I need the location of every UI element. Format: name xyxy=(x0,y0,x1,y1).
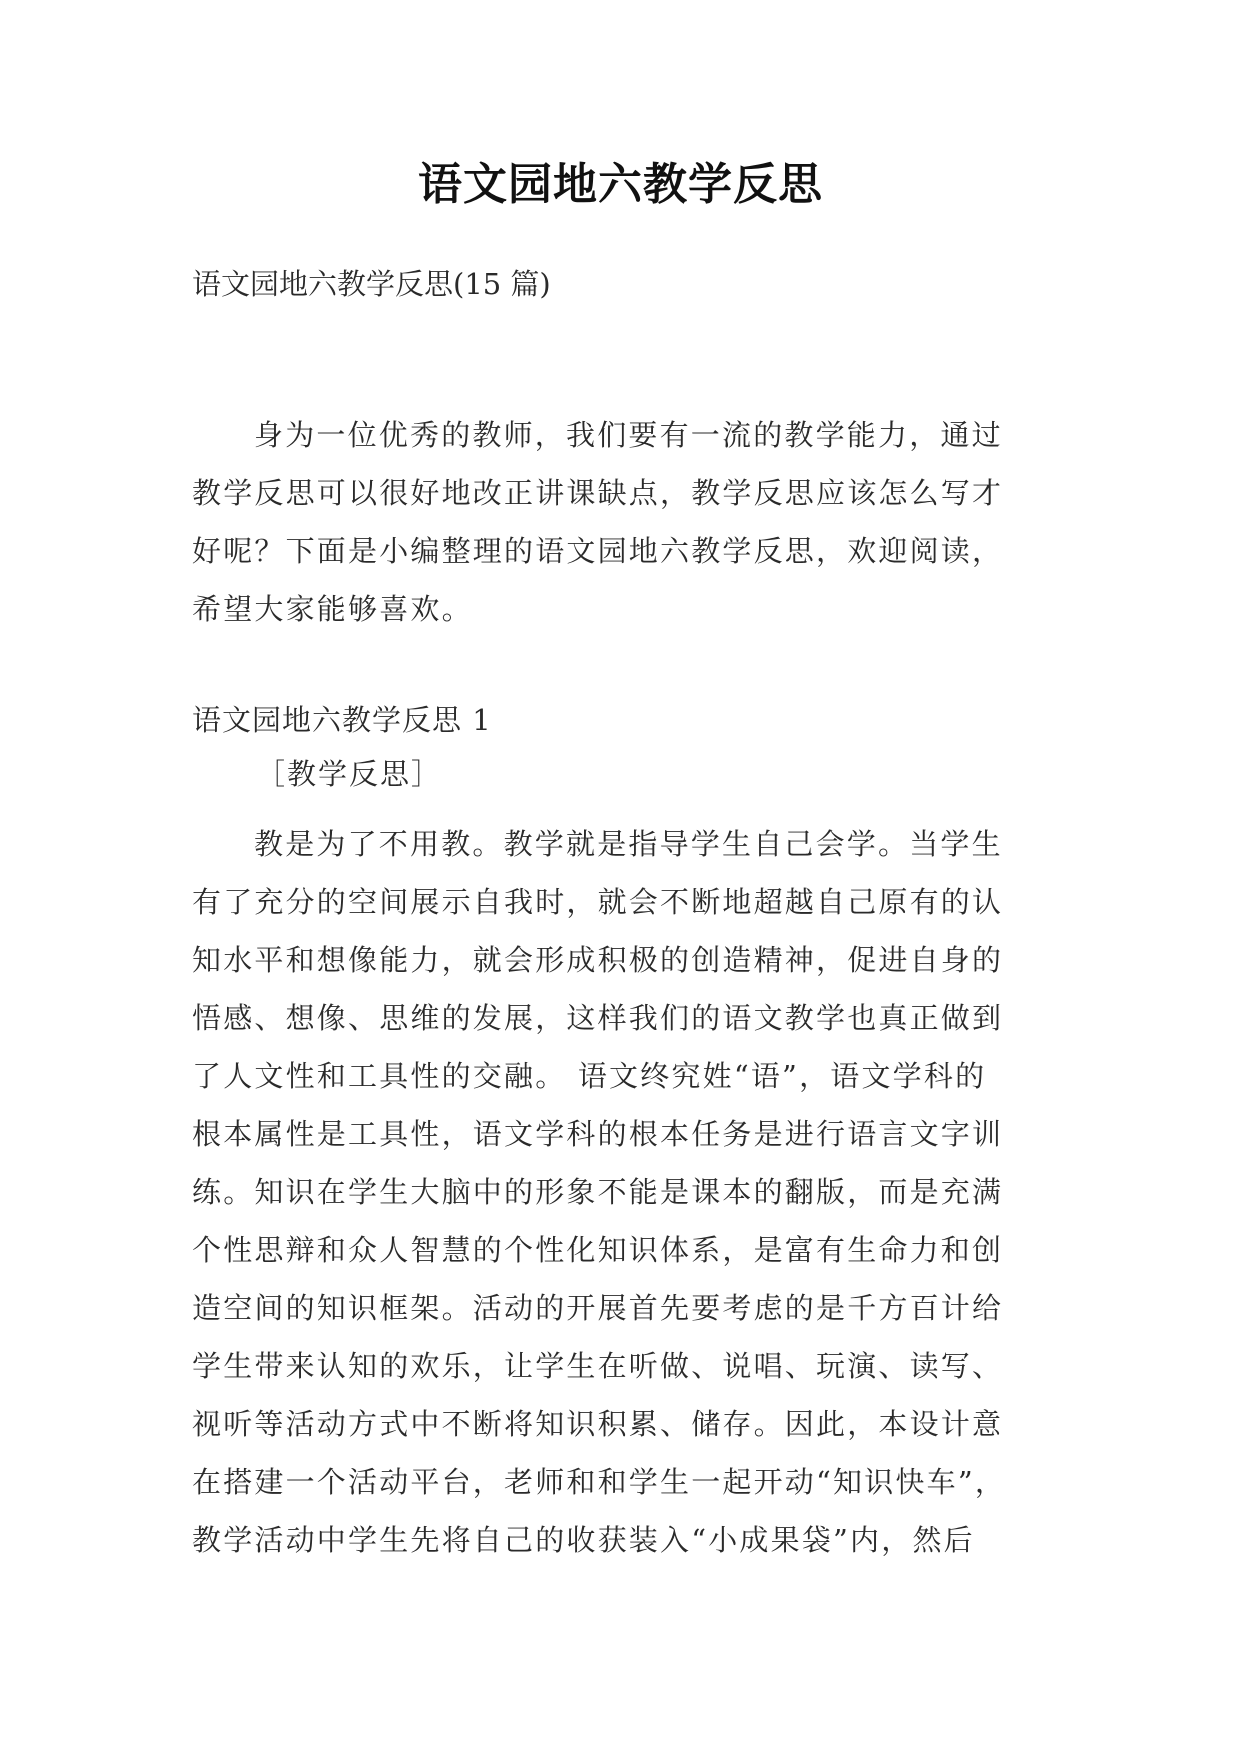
section-heading: 语文园地六教学反思 1 xyxy=(192,703,492,737)
intro-line: 好呢？下面是小编整理的语文园地六教学反思，欢迎阅读， xyxy=(192,534,1004,568)
body-line: 练。知识在学生大脑中的形象不能是课本的翻版，而是充满 xyxy=(192,1175,1004,1209)
body-line: 悟感、想像、思维的发展，这样我们的语文教学也真正做到 xyxy=(192,1001,1004,1035)
document-subtitle: 语文园地六教学反思(15 篇) xyxy=(192,267,551,301)
body-line: 了人文性和工具性的交融。 语文终究姓“语”，语文学科的 xyxy=(192,1059,987,1093)
body-line: 教学活动中学生先将自己的收获装入“小成果袋”内，然后 xyxy=(192,1523,975,1557)
document-title: 语文园地六教学反思 xyxy=(418,159,823,210)
body-line: 有了充分的空间展示自我时，就会不断地超越自己原有的认 xyxy=(192,885,1004,919)
intro-line: 希望大家能够喜欢。 xyxy=(192,592,473,626)
body-line: 个性思辩和众人智慧的个性化知识体系，是富有生命力和创 xyxy=(192,1233,1004,1267)
section-label: ［教学反思］ xyxy=(256,757,443,791)
intro-line: 教学反思可以很好地改正讲课缺点，教学反思应该怎么写才 xyxy=(192,476,1004,510)
section-body xyxy=(192,815,1062,1569)
intro-line: 身为一位优秀的教师，我们要有一流的教学能力，通过 xyxy=(254,418,1003,452)
body-line: 造空间的知识框架。活动的开展首先要考虑的是千方百计给 xyxy=(192,1291,1004,1325)
body-line: 视听等活动方式中不断将知识积累、储存。因此，本设计意 xyxy=(192,1407,1004,1441)
body-line: 根本属性是工具性，语文学科的根本任务是进行语言文字训 xyxy=(192,1117,1004,1151)
body-line: 知水平和想像能力，就会形成积极的创造精神，促进自身的 xyxy=(192,943,1004,977)
body-line: 学生带来认知的欢乐，让学生在听做、说唱、玩演、读写、 xyxy=(192,1349,1004,1383)
body-line: 教是为了不用教。教学就是指导学生自己会学。当学生 xyxy=(254,827,1003,861)
intro-paragraph xyxy=(192,406,1062,638)
body-line: 在搭建一个活动平台，老师和和学生一起开动“知识快车”， xyxy=(192,1465,1007,1499)
